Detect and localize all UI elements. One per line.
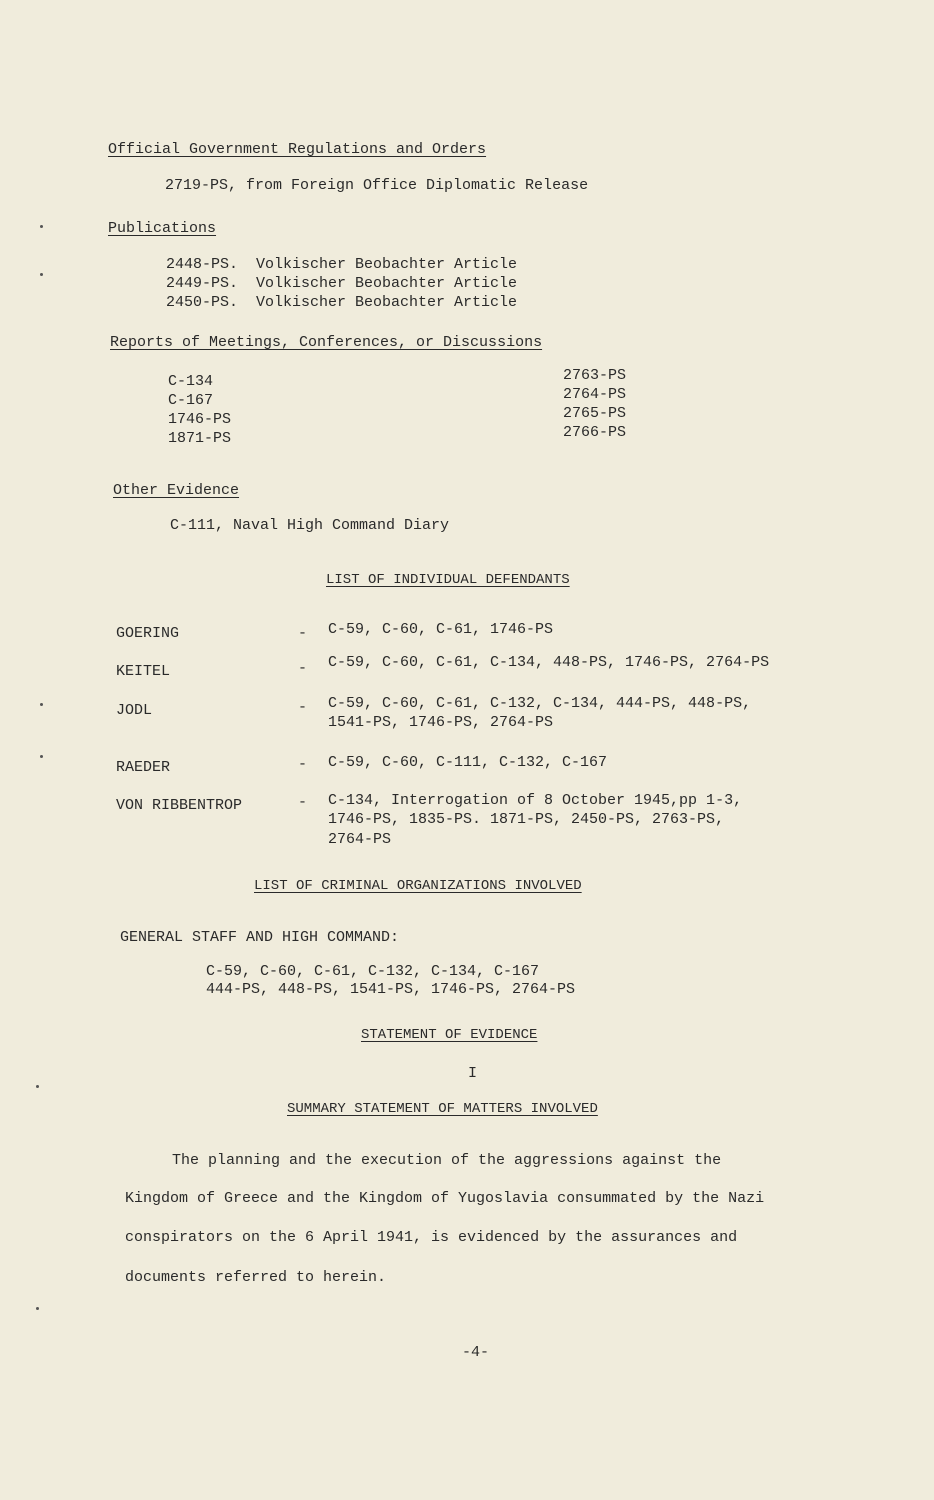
- section-numeral: I: [468, 1065, 478, 1082]
- reports-heading: Reports of Meetings, Conferences, or Discussions: [110, 334, 543, 351]
- defendant-name: VON RIBBENTROP: [116, 797, 243, 814]
- defendant-docs: C-59, C-60, C-61, C-134, 448-PS, 1746-PS, 2764-PS: [328, 654, 770, 671]
- official-heading: Official Government Regulations and Orders: [108, 141, 487, 158]
- other-evidence-item: C-111, Naval High Command Diary: [170, 517, 450, 534]
- organization-docs: C-59, C-60, C-61, C-132, C-134, C-167: [206, 963, 540, 980]
- defendant-name: JODL: [116, 702, 153, 719]
- page-number: -4-: [462, 1344, 490, 1361]
- paragraph-line: conspirators on the 6 April 1941, is evidenced by the assurances and: [125, 1229, 738, 1246]
- organization-docs: 444-PS, 448-PS, 1541-PS, 1746-PS, 2764-PS: [206, 981, 576, 998]
- report-left-item: C-134: [168, 373, 214, 390]
- defendant-docs: 2764-PS: [328, 831, 392, 848]
- report-right-item: 2766-PS: [563, 424, 627, 441]
- report-left-item: C-167: [168, 392, 214, 409]
- paragraph-line: documents referred to herein.: [125, 1269, 387, 1286]
- defendant-docs: C-59, C-60, C-61, C-132, C-134, 444-PS, 448-PS,: [328, 695, 752, 712]
- report-right-item: 2763-PS: [563, 367, 627, 384]
- defendant-dash: -: [298, 625, 308, 642]
- report-left-item: 1871-PS: [168, 430, 232, 447]
- defendant-docs: 1746-PS, 1835-PS. 1871-PS, 2450-PS, 2763-PS,: [328, 811, 725, 828]
- paragraph-line: The planning and the execution of the aggressions against the: [172, 1152, 722, 1169]
- other-evidence-heading: Other Evidence: [113, 482, 240, 499]
- defendant-docs: C-59, C-60, C-111, C-132, C-167: [328, 754, 608, 771]
- margin-mark: [40, 703, 43, 706]
- margin-mark: [40, 755, 43, 758]
- defendant-docs: 1541-PS, 1746-PS, 2764-PS: [328, 714, 554, 731]
- margin-mark: [40, 273, 43, 276]
- report-right-item: 2765-PS: [563, 405, 627, 422]
- defendant-name: GOERING: [116, 625, 180, 642]
- publication-item: 2449-PS. Volkischer Beobachter Article: [166, 275, 518, 292]
- publications-heading: Publications: [108, 220, 217, 237]
- official-item: 2719-PS, from Foreign Office Diplomatic Release: [165, 177, 589, 194]
- defendant-docs: C-59, C-60, C-61, 1746-PS: [328, 621, 554, 638]
- defendants-heading: LIST OF INDIVIDUAL DEFENDANTS: [326, 572, 570, 588]
- publication-item: 2450-PS. Volkischer Beobachter Article: [166, 294, 518, 311]
- organization-group: GENERAL STAFF AND HIGH COMMAND:: [120, 929, 400, 946]
- defendant-name: RAEDER: [116, 759, 171, 776]
- organizations-heading: LIST OF CRIMINAL ORGANIZATIONS INVOLVED: [254, 878, 582, 894]
- margin-mark: [40, 225, 43, 228]
- margin-mark: [36, 1085, 39, 1088]
- defendant-name: KEITEL: [116, 663, 171, 680]
- report-right-item: 2764-PS: [563, 386, 627, 403]
- defendant-docs: C-134, Interrogation of 8 October 1945,pp 1-3,: [328, 792, 743, 809]
- margin-mark: [36, 1307, 39, 1310]
- statement-heading: STATEMENT OF EVIDENCE: [361, 1027, 538, 1043]
- paragraph-line: Kingdom of Greece and the Kingdom of Yugoslavia consummated by the Nazi: [125, 1190, 765, 1207]
- report-left-item: 1746-PS: [168, 411, 232, 428]
- defendant-dash: -: [298, 660, 308, 677]
- defendant-dash: -: [298, 756, 308, 773]
- defendant-dash: -: [298, 699, 308, 716]
- summary-heading: SUMMARY STATEMENT OF MATTERS INVOLVED: [287, 1101, 598, 1117]
- defendant-dash: -: [298, 794, 308, 811]
- publication-item: 2448-PS. Volkischer Beobachter Article: [166, 256, 518, 273]
